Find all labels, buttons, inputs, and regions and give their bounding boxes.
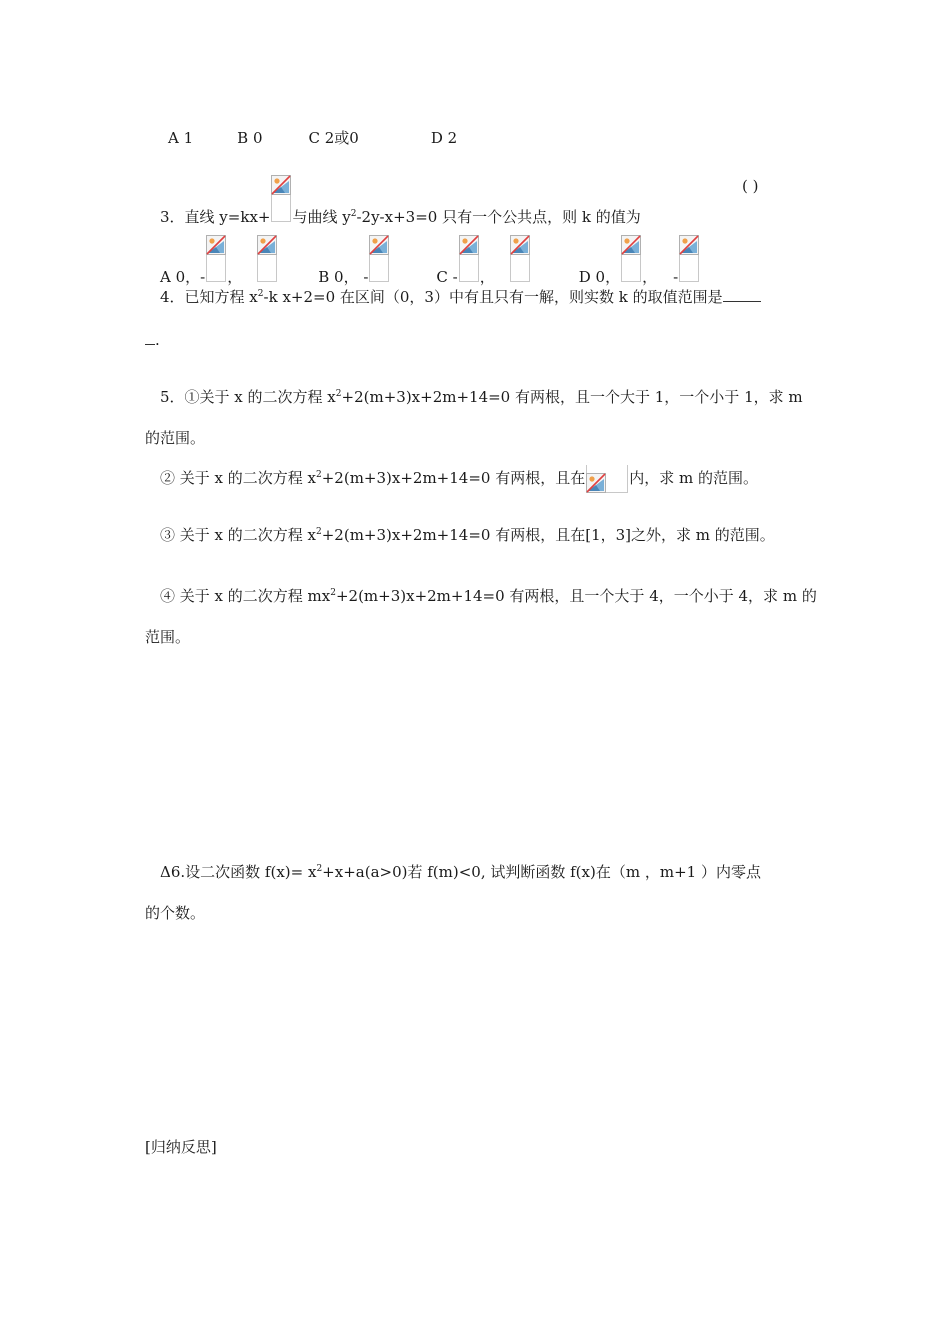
q3-option-d: D 0， xyxy=(578,268,621,286)
q5-p2-prefix: ② 关于 x 的二次方程 x xyxy=(160,469,316,487)
comma: ， xyxy=(227,268,243,286)
q3-text-prefix: 3．直线 y=kx+ xyxy=(160,208,271,226)
q3-option-c: C - xyxy=(436,268,458,286)
q4-text-suffix: -k x+2=0 在区间（0，3）中有且只有一解，则实数 k 的取值范围是 xyxy=(263,288,723,306)
q3-text-mid: 与曲线 y xyxy=(292,208,351,226)
q3-options xyxy=(160,236,700,287)
q3-superscript: 2 xyxy=(350,209,357,219)
superscript: 2 xyxy=(335,389,342,399)
q6-prefix: Δ6.设二次函数 f(x)= x xyxy=(160,863,317,881)
broken-image-icon xyxy=(206,236,226,282)
broken-image-icon xyxy=(459,236,479,282)
option-a: A 1 xyxy=(168,129,194,147)
question-6 xyxy=(160,862,761,882)
superscript: 2 xyxy=(316,470,322,480)
q4-text-prefix: 4．已知方程 x xyxy=(160,288,258,306)
question-5-part-2 xyxy=(160,465,758,493)
broken-image-icon xyxy=(369,236,389,282)
q5-p1-suffix: +2(m+3)x+2m+14=0 有两根，且一个大于 1，一个小于 1，求 m xyxy=(341,388,803,406)
superscript: 2 xyxy=(330,588,336,598)
q3-option-b: B 0， - xyxy=(318,268,369,286)
broken-image-icon xyxy=(271,176,291,222)
option-b: B 0 xyxy=(237,129,263,147)
q5-p3-prefix: ③ 关于 x 的二次方程 x xyxy=(160,526,316,544)
superscript: 2 xyxy=(316,527,322,537)
q5-p1-line2: 的范围。 xyxy=(145,429,206,447)
q5-p4-line2: 范围。 xyxy=(145,628,191,646)
broken-image-icon xyxy=(510,236,530,282)
q5-p2-suffix: 内，求 m 的范围。 xyxy=(629,469,758,487)
broken-image-icon xyxy=(586,465,628,493)
q3-text-suffix: -2y-x+3=0 只有一个公共点，则 k 的值为 xyxy=(356,208,641,226)
q5-p3-suffix: +2(m+3)x+2m+14=0 有两根，且在[1，3]之外，求 m 的范围。 xyxy=(321,526,775,544)
question-5-part-4 xyxy=(160,586,817,606)
question-5-part-3 xyxy=(160,525,775,545)
q6-line2: 的个数。 xyxy=(145,904,206,922)
answer-blank xyxy=(723,287,761,302)
option-d: D 2 xyxy=(430,129,458,147)
broken-image-icon xyxy=(679,236,699,282)
q5-p2-mid: +2(m+3)x+2m+14=0 有两根，且在 xyxy=(321,469,586,487)
question-5-part-1 xyxy=(160,387,803,407)
q3-answer-paren: ( ) xyxy=(742,177,759,195)
dash: - xyxy=(673,268,679,286)
comma: ， xyxy=(642,268,658,286)
q6-suffix: +x+a(a>0)若 f(m)<0, 试判断函数 f(x)在（m ，m+1 ）内零点 xyxy=(322,863,761,881)
q3-option-a: A 0，- xyxy=(160,268,206,286)
question-3 xyxy=(160,176,641,227)
q4-superscript: 2 xyxy=(257,289,264,299)
comma: ， xyxy=(479,268,495,286)
q5-p4-prefix: ④ 关于 x 的二次方程 mx xyxy=(160,587,331,605)
broken-image-icon xyxy=(257,236,277,282)
q2-options xyxy=(168,128,457,148)
superscript: 2 xyxy=(316,864,323,874)
q4-blank-end xyxy=(145,330,160,350)
summary-heading: [归纳反思] xyxy=(145,1138,217,1156)
broken-image-icon xyxy=(621,236,641,282)
answer-blank xyxy=(145,330,155,345)
q5-p1-prefix: 5．①关于 x 的二次方程 x xyxy=(160,388,336,406)
question-4 xyxy=(160,287,761,307)
q4-period: . xyxy=(155,331,160,349)
q5-p4-suffix: +2(m+3)x+2m+14=0 有两根，且一个大于 4，一个小于 4，求 m 的 xyxy=(335,587,817,605)
option-c: C 2或0 xyxy=(308,129,359,147)
